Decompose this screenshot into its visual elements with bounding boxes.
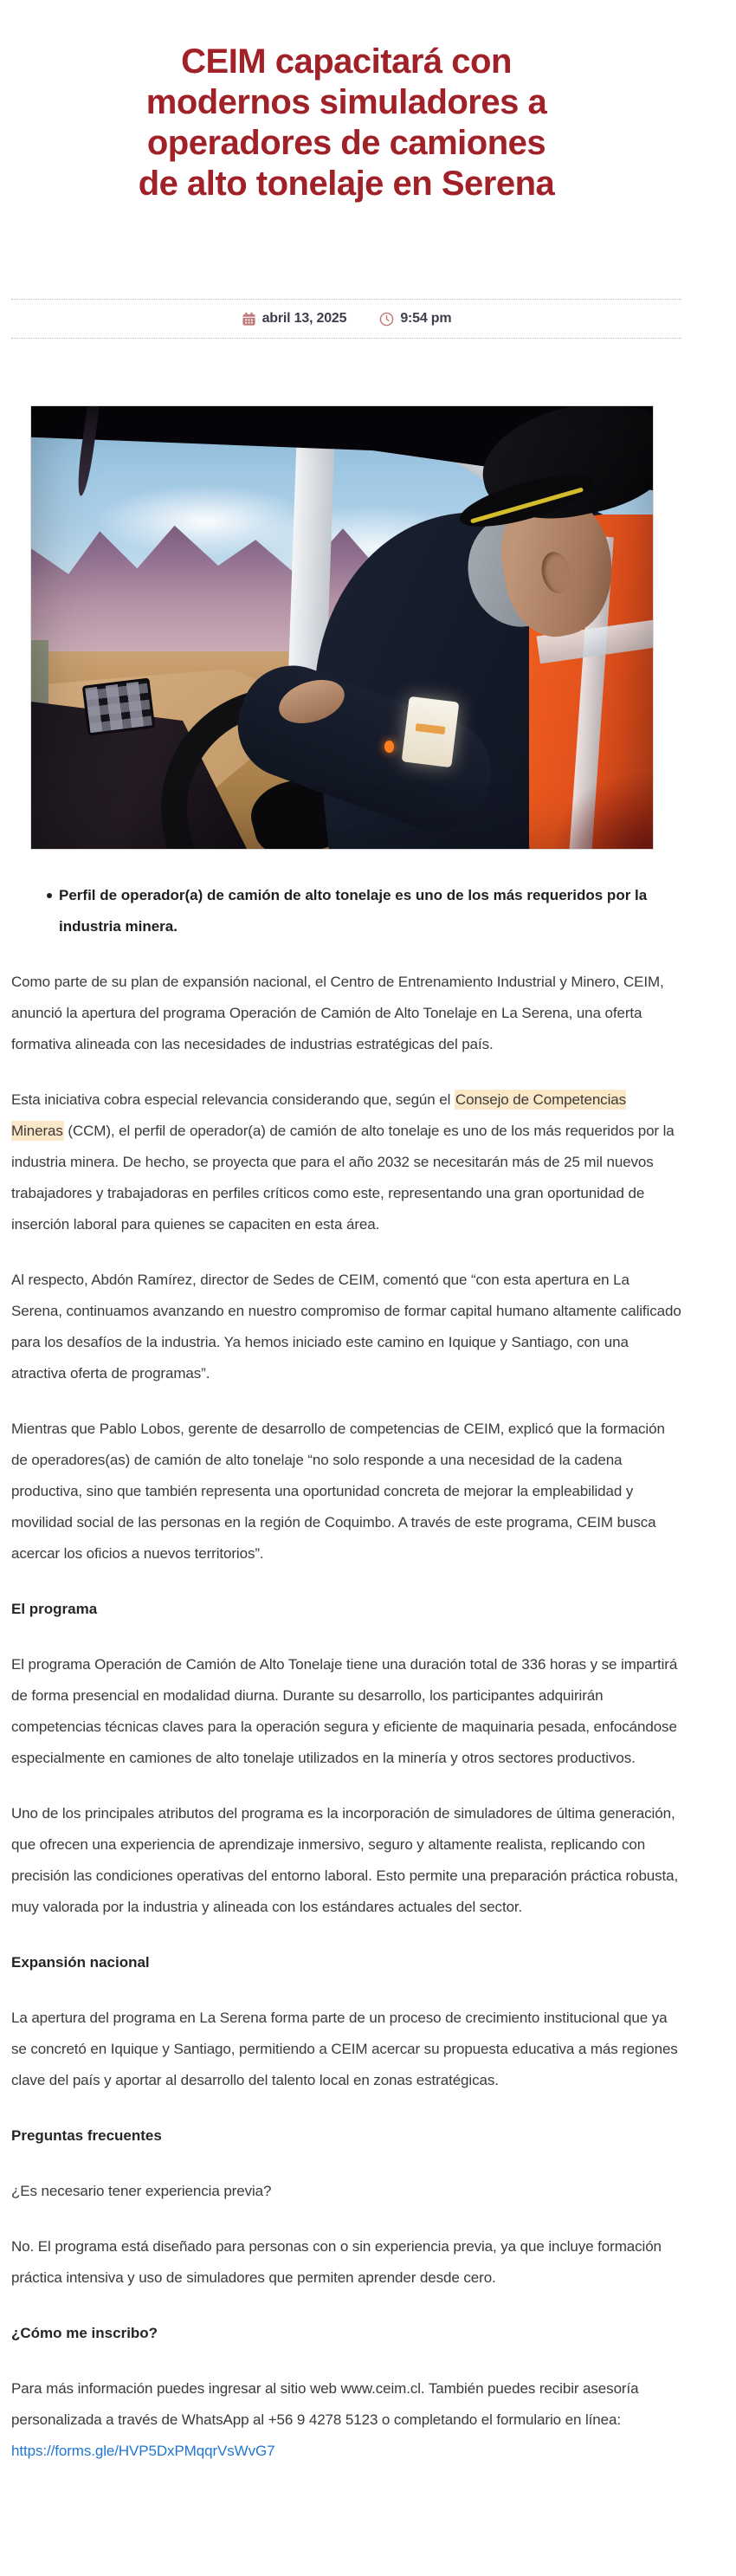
paragraph-quote-ramirez: Al respecto, Abdón Ramírez, director de Sedes de CEIM, comentó que “con esta apertura en La Serena, continuamos avanzando en nuestro compromiso de formar capital humano altamente calificado para los desafíos de la industria. Ya hemos iniciado este camino en Iquique y Santiago, con una atractiva oferta de programas”. <box>11 1272 681 1382</box>
calendar-icon <box>242 312 256 327</box>
article-title: CEIM capacitará con modernos simuladores a operadores de camiones de alto tonelaje en Serena <box>138 42 555 203</box>
photo-vignette <box>31 406 653 849</box>
paragraph-simuladores: Uno de los principales atributos del programa es la incorporación de simuladores de última generación, que ofrecen una experiencia de aprendizaje inmersivo, seguro y altamente realista, replicando con precisión las condiciones operativas del entorno laboral. Esto permite una preparación práctica robusta, muy valorada por la industria y alineada con los estándares actuales del sector. <box>11 1805 679 1915</box>
post-meta-bar <box>11 299 681 339</box>
bullet-icon <box>47 893 52 898</box>
paragraph-expansion: La apertura del programa en La Serena forma parte de un proceso de crecimiento institucional que ya se concretó en Iquique y Santiago, permitiendo a CEIM acercar su propuesta educativa a más regiones clave del país y aportar al desarrollo del talento local en zonas estratégicas. <box>11 2010 678 2088</box>
enrollment-form-link[interactable]: https://forms.gle/HVP5DxPMqqrVsWvG7 <box>11 2443 275 2459</box>
paragraph-inscripcion <box>11 2373 681 2467</box>
paragraph-intro: Como parte de su plan de expansión nacional, el Centro de Entrenamiento Industrial y Minero, CEIM, anunció la apertura del programa Operación de Camión de Alto Tonelaje en La Serena, una oferta formativa alineada con las necesidades de industrias estratégicas del país. <box>11 974 664 1052</box>
article-container <box>0 42 736 2526</box>
post-time: 9:54 pm <box>400 311 452 326</box>
article-body <box>11 967 681 2467</box>
paragraph-ccm-pre: Esta iniciativa cobra especial relevancia considerando que, según el <box>11 1091 455 1108</box>
faq-answer: No. El programa está diseñado para personas con o sin experiencia previa, ya que incluye formación práctica intensiva y uso de simuladores que permiten aprender desde cero. <box>11 2238 662 2286</box>
post-date-group <box>242 311 347 327</box>
post-date: abril 13, 2025 <box>261 311 347 326</box>
heading-expansion-nacional: Expansión nacional <box>11 1954 150 1971</box>
paragraph-programa-detalle: El programa Operación de Camión de Alto Tonelaje tiene una duración total de 336 horas y se impartirá de forma presencial en modalidad diurna. Durante su desarrollo, los participantes adquirirán competencias técnicas claves para la operación segura y eficiente de maquinaria pesada, enfocándose especialmente en camiones de alto tonelaje utilizados en la minería y otros sectores productivos. <box>11 1656 678 1766</box>
featured-image <box>30 405 654 850</box>
paragraph-quote-lobos: Mientras que Pablo Lobos, gerente de desarrollo de competencias de CEIM, explicó que la formación de operadores(as) de camión de alto tonelaje “no solo responde a una necesidad de la cadena productiva, sino que también representa una oportunidad concreta de mejorar la empleabilidad y movilidad social de las personas en la región de Coquimbo. A través de este programa, CEIM busca acercar los oficios a nuevos territorios”. <box>11 1421 665 1562</box>
clock-icon <box>379 312 394 327</box>
paragraph-ccm-post: (CCM), el perfil de operador(a) de camión de alto tonelaje es uno de los más requeridos por la industria minera. De hecho, se proyecta que para el año 2032 se necesitarán más de 25 mil nuevos trabajadores y trabajadoras en perfiles críticos como este, representando una gran oportunidad de inserción laboral para quienes se capaciten en esta área. <box>11 1123 675 1233</box>
paragraph-inscripcion-pre: Para más información puedes ingresar al sitio web www.ceim.cl. También puedes recibir asesoría personalizada a través de WhatsApp al +56 9 4278 5123 o completando el formulario en línea: <box>11 2380 639 2428</box>
paragraph-ccm <box>11 1084 681 1240</box>
heading-como-me-inscribo: ¿Cómo me inscribo? <box>11 2325 158 2341</box>
heading-preguntas-frecuentes: Preguntas frecuentes <box>11 2127 162 2144</box>
image-caption <box>11 880 681 942</box>
post-time-group <box>379 311 451 327</box>
ccm-highlight-link[interactable]: Consejo de Competencias Mineras <box>11 1091 627 1139</box>
faq-question: ¿Es necesario tener experiencia previa? <box>11 2183 272 2199</box>
image-caption-text: Perfil de operador(a) de camión de alto tonelaje es uno de los más requeridos por la industria minera. <box>59 887 648 935</box>
heading-el-programa: El programa <box>11 1601 98 1617</box>
